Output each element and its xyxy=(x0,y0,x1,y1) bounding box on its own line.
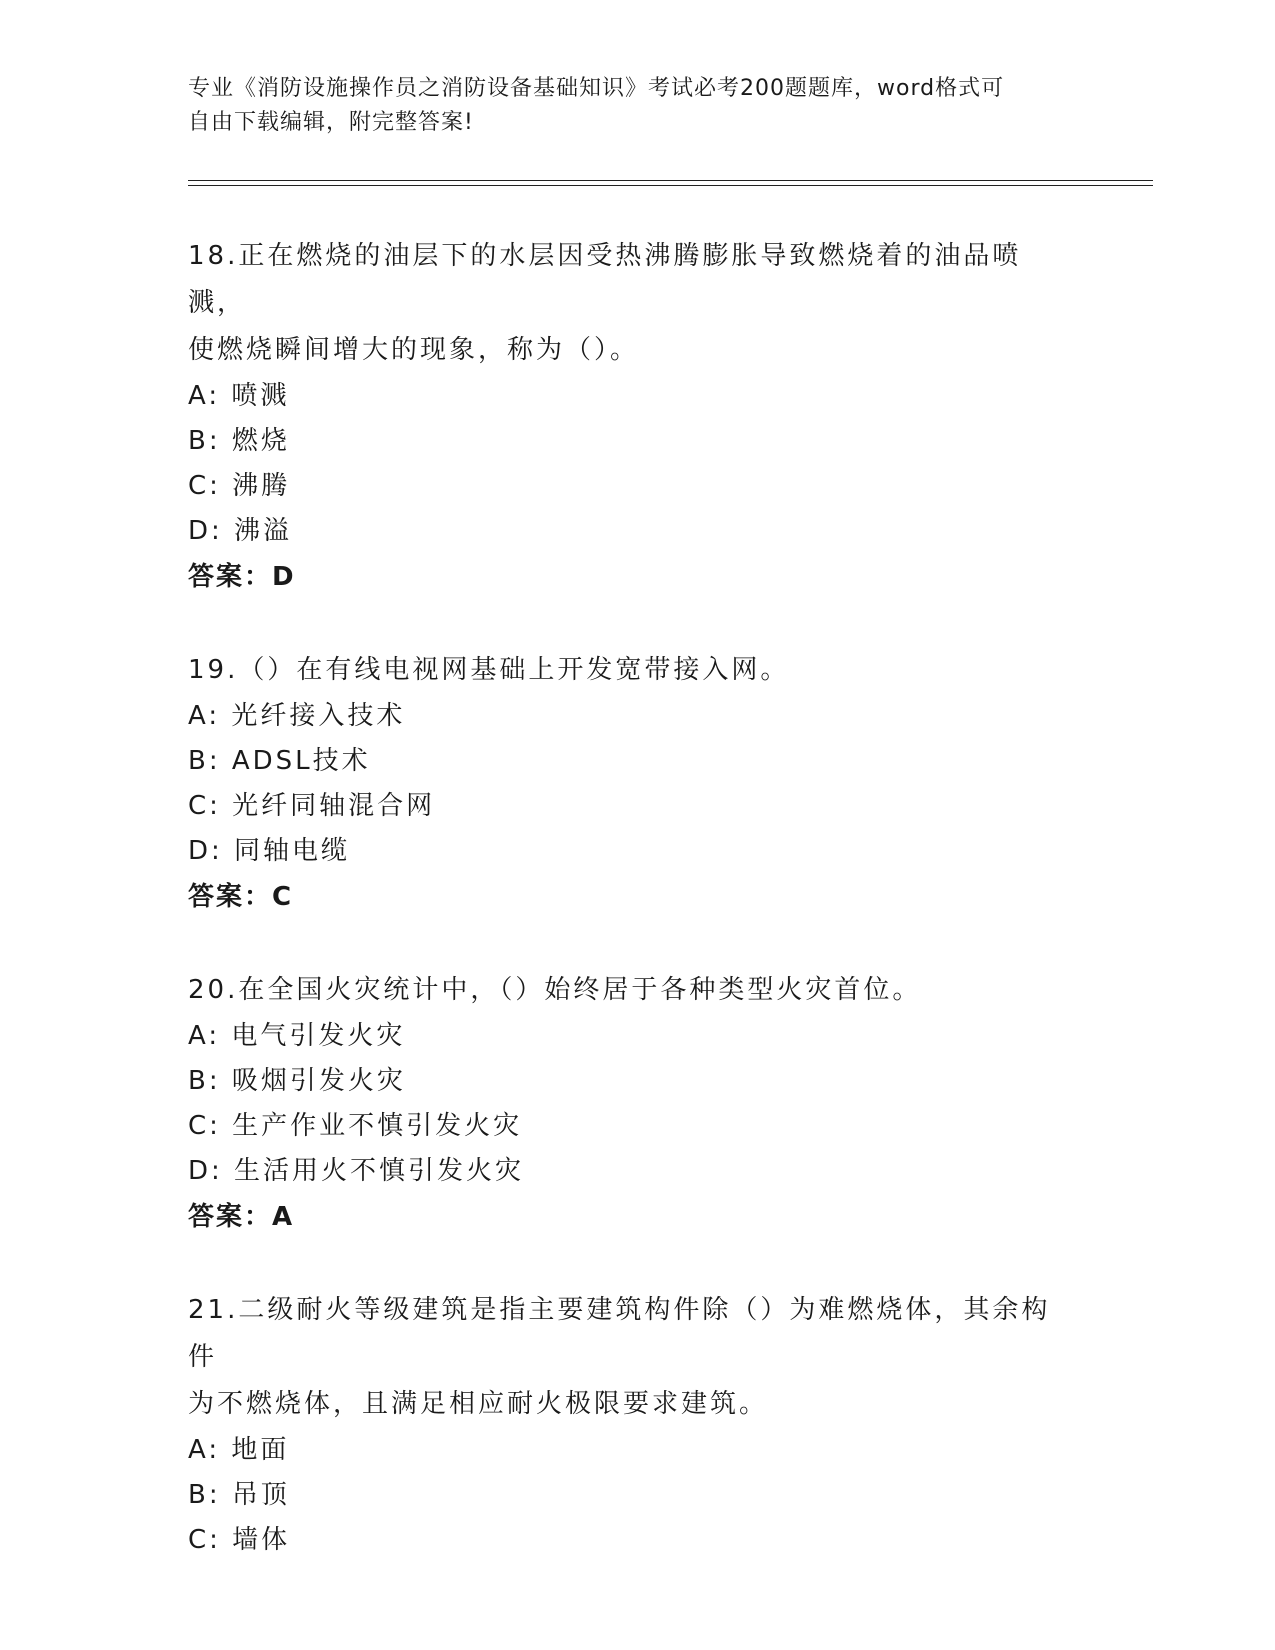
option-c: C: 生产作业不慎引发火灾 xyxy=(188,1111,523,1141)
option-a: A: 电气引发火灾 xyxy=(188,1021,406,1051)
option-d: D: 同轴电缆 xyxy=(188,836,351,866)
question-19 xyxy=(188,647,1068,921)
document-header xyxy=(188,72,1068,140)
option-c: C: 光纤同轴混合网 xyxy=(188,791,436,821)
option-b: B: 吸烟引发火灾 xyxy=(188,1066,406,1096)
header-line-1: 专业《消防设施操作员之消防设备基础知识》考试必考200题题库，word格式可 xyxy=(188,76,1005,101)
question-text: 21.二级耐火等级建筑是指主要建筑构件除（）为难燃烧体，其余构件 xyxy=(188,1295,1051,1372)
question-text: 使燃烧瞬间增大的现象，称为（）。 xyxy=(188,335,640,365)
header-divider-top xyxy=(188,180,1153,181)
option-c: C: 沸腾 xyxy=(188,471,291,501)
question-text: 为不燃烧体，且满足相应耐火极限要求建筑。 xyxy=(188,1389,769,1419)
option-b: B: 吊顶 xyxy=(188,1480,290,1510)
option-a: A: 地面 xyxy=(188,1435,290,1465)
question-text: 18.正在燃烧的油层下的水层因受热沸腾膨胀导致燃烧着的油品喷溅， xyxy=(188,241,1022,318)
header-line-2: 自由下载编辑，附完整答案! xyxy=(188,110,474,135)
question-20 xyxy=(188,967,1068,1241)
option-b: B: 燃烧 xyxy=(188,426,290,456)
question-text: 19.（）在有线电视网基础上开发宽带接入网。 xyxy=(188,655,790,685)
question-list xyxy=(188,233,1068,1609)
option-a: A: 光纤接入技术 xyxy=(188,701,406,731)
option-b: B: ADSL技术 xyxy=(188,746,371,776)
answer-label: 答案：A xyxy=(188,1202,295,1232)
option-c: C: 墙体 xyxy=(188,1525,291,1555)
question-18 xyxy=(188,233,1068,601)
option-d: D: 沸溢 xyxy=(188,516,293,546)
question-21 xyxy=(188,1287,1068,1563)
header-divider-bottom xyxy=(188,185,1153,186)
answer-label: 答案：D xyxy=(188,562,296,592)
option-d: D: 生活用火不慎引发火灾 xyxy=(188,1156,525,1186)
question-text: 20.在全国火灾统计中，（）始终居于各种类型火灾首位。 xyxy=(188,975,922,1005)
option-a: A: 喷溅 xyxy=(188,381,290,411)
answer-label: 答案：C xyxy=(188,882,294,912)
